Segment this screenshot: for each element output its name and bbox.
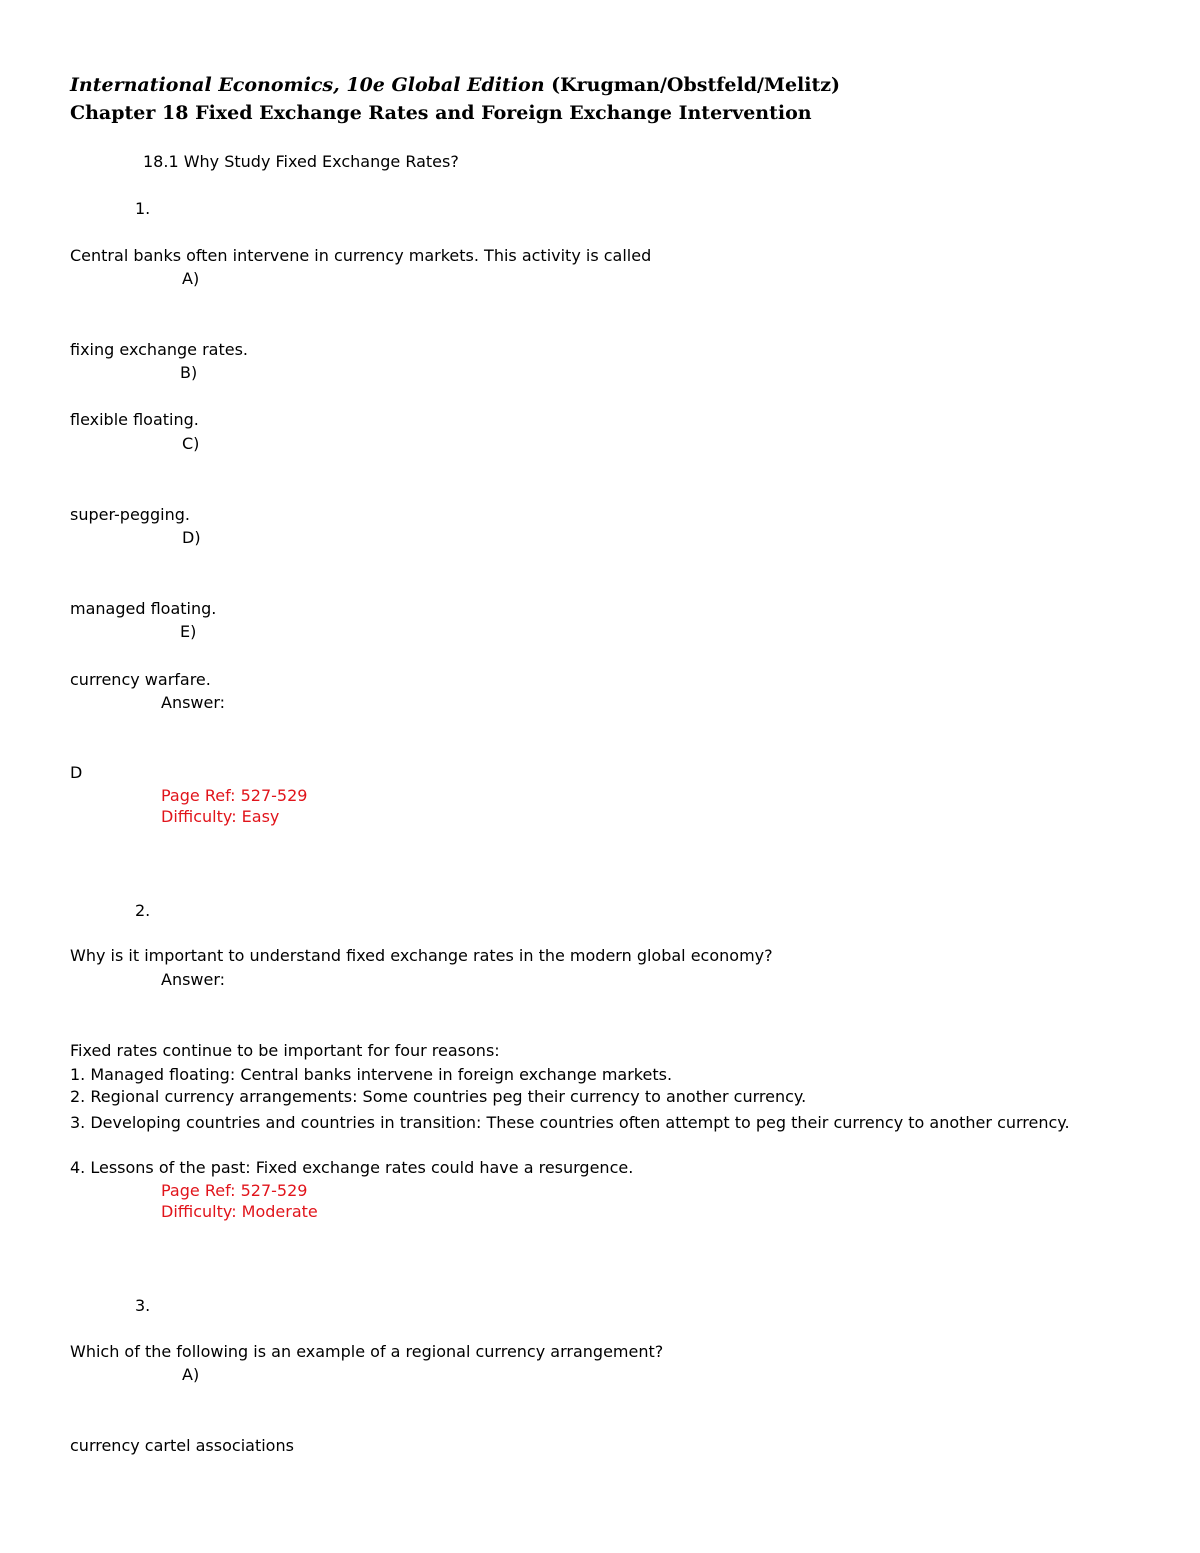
book-title: International Economics, 10e Global Edition: [70, 74, 545, 96]
book-authors: (Krugman/Obstfeld/Melitz): [551, 74, 841, 96]
option-label: C): [182, 434, 200, 453]
answer-label: Answer:: [161, 970, 226, 989]
question-prompt: Why is it important to understand fixed exchange rates in the modern global economy?: [70, 946, 773, 965]
option-text: managed floating.: [70, 599, 217, 618]
question-prompt: Which of the following is an example of a regional currency arrangement?: [70, 1342, 664, 1361]
option-label: D): [182, 528, 201, 547]
answer-line: 4. Lessons of the past: Fixed exchange rates could have a resurgence.: [70, 1158, 634, 1177]
option-text: flexible floating.: [70, 410, 199, 429]
option-label: E): [180, 622, 197, 641]
chapter-title: Chapter 18 Fixed Exchange Rates and Foreign Exchange Intervention: [70, 102, 812, 124]
question-number: 3.: [135, 1296, 151, 1315]
book-heading: [70, 74, 840, 97]
answer-line: 3. Developing countries and countries in transition: These countries often attempt to peg their currency to another currency.: [70, 1113, 1070, 1132]
option-text: currency cartel associations: [70, 1436, 294, 1455]
page-ref: Page Ref: 527-529: [161, 1181, 308, 1200]
option-text: currency warfare.: [70, 670, 211, 689]
question-prompt: Central banks often intervene in currency markets. This activity is called: [70, 246, 652, 265]
answer-line: Fixed rates continue to be important for four reasons:: [70, 1041, 500, 1060]
answer-value: D: [70, 763, 83, 782]
answer-line: 2. Regional currency arrangements: Some countries peg their currency to another currency.: [70, 1087, 807, 1106]
option-label: B): [180, 363, 198, 382]
option-label: A): [182, 269, 200, 288]
page-ref: Page Ref: 527-529: [161, 786, 308, 805]
difficulty: Difficulty: Moderate: [161, 1202, 318, 1221]
answer-label: Answer:: [161, 693, 226, 712]
section-title: 18.1 Why Study Fixed Exchange Rates?: [143, 152, 459, 171]
answer-line: 1. Managed floating: Central banks intervene in foreign exchange markets.: [70, 1065, 673, 1084]
option-text: super-pegging.: [70, 505, 190, 524]
option-text: fixing exchange rates.: [70, 340, 249, 359]
option-label: A): [182, 1365, 200, 1384]
difficulty: Difficulty: Easy: [161, 807, 280, 826]
question-number: 2.: [135, 901, 151, 920]
question-number: 1.: [135, 199, 151, 218]
